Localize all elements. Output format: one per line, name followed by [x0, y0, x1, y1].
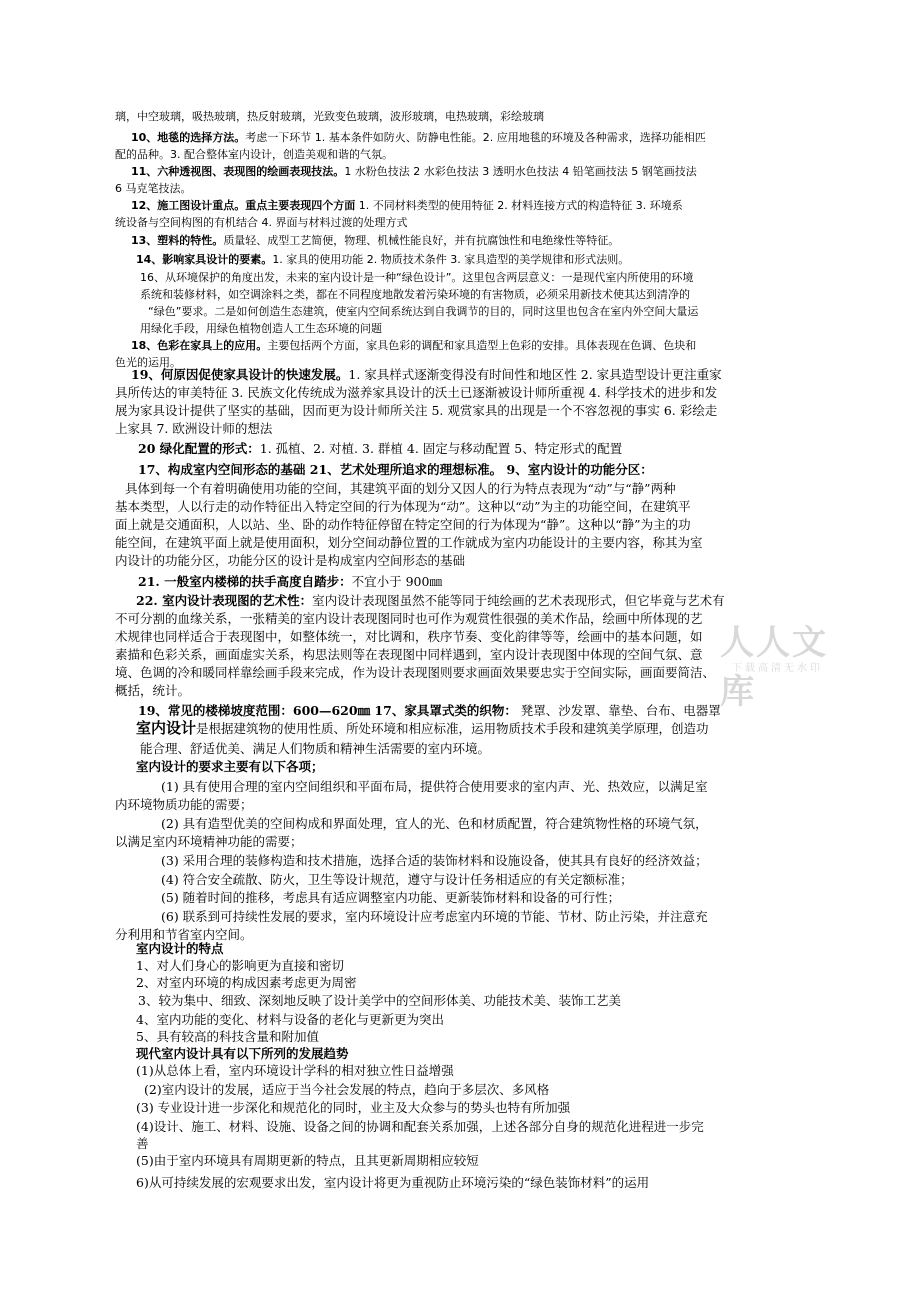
text-line [161, 908, 788, 925]
text-line [161, 871, 788, 888]
text-line [136, 592, 788, 609]
line-text: 面上就是交通面积，人以站、坐、卧的动作特征停留在特定空间的行为体现为“静”。这种以“静”为主的功 [115, 517, 691, 532]
line-text: 内设计的功能分区，功能分区的设计是构成室内空间形态的基础 [115, 553, 466, 568]
text-line [140, 286, 788, 303]
text-line [115, 214, 788, 231]
line-text: 上家具 7. 欧洲设计师的想法 [115, 421, 273, 436]
line-text: 6 马克笔技法。 [115, 182, 192, 195]
text-line [140, 320, 788, 337]
line-text: (1)从总体上看，室内环境设计学科的相对独立性日益增强 [136, 1063, 454, 1078]
line-heading: 14、影响家具设计的要素。 [136, 253, 273, 266]
text-line [115, 108, 788, 125]
line-text: 概括，统计。 [115, 683, 191, 698]
text-line [136, 758, 788, 775]
text-line [144, 1081, 788, 1098]
line-text: 凳罩、沙发罩、靠垫、台布、电器罩 [516, 703, 721, 718]
line-text: 1、对人们身心的影响更为直接和密切 [136, 958, 344, 973]
line-heading: 现代室内设计具有以下所列的发展趋势 [136, 1046, 349, 1061]
line-text: 主要包括两个方面，家具色彩的调配和家具造型上色彩的安排。具体表现在色调、色块和 [267, 339, 697, 352]
line-heading: 室内设计 [136, 719, 197, 737]
text-line [148, 303, 788, 320]
text-line [131, 337, 788, 354]
text-line [161, 889, 788, 906]
text-line [115, 516, 788, 533]
text-line [115, 628, 788, 645]
text-line [115, 796, 788, 813]
line-text: 色光的运用。 [115, 356, 181, 369]
line-text: 能空间，在建筑平面上就是使用面积，划分空间动静位置的工作就成为室内功能设计的主要内容，称其为室 [115, 535, 703, 550]
text-line [161, 815, 788, 832]
line-heading: 18、色彩在家具上的应用。 [131, 339, 268, 352]
line-text: 4、室内功能的变化、材料与设备的老化与更新更为突出 [136, 1012, 444, 1027]
line-text: 3、较为集中、细致、深刻地反映了设计美学中的空间形体美、功能技术美、装饰工艺美 [138, 993, 621, 1008]
text-line [131, 163, 788, 180]
line-text: 分利用和节省室内空间。 [115, 927, 253, 942]
text-line [115, 384, 788, 401]
text-line [125, 480, 788, 497]
line-text: 不可分割的血缘关系，一张精美的室内设计表现图同时也可作为观赏性很强的美术作品，绘画中所体现的艺 [115, 611, 703, 626]
line-text: 基本类型，人以行走的动作特征出入特定空间的行为体现为“动”。这种以“动”为主的功能空间，在建筑平 [115, 499, 691, 514]
text-line [136, 1135, 788, 1152]
line-text: 1. 孤植、2. 对植. 3. 群植 4. 固定与移动配置 5、特定形式的配置 [259, 441, 623, 456]
text-line [136, 1045, 788, 1062]
text-line [136, 1028, 788, 1045]
text-line [131, 232, 788, 249]
text-line [136, 974, 788, 991]
text-line [136, 1152, 788, 1169]
line-text: 璃，中空玻璃，吸热玻璃，热反射玻璃，光致变色玻璃，波形玻璃，电热玻璃，彩绘玻璃 [115, 110, 544, 123]
line-heading: 室内设计的特点 [136, 941, 224, 956]
text-line [115, 420, 788, 437]
text-line [115, 146, 788, 163]
line-heading: 10、地毯的选择方法。 [131, 131, 246, 144]
text-line [161, 852, 788, 869]
text-line [131, 129, 788, 146]
text-line [140, 740, 788, 757]
text-line [136, 251, 788, 268]
line-heading: 12、施工图设计重点。重点主要表现四个方面 [131, 199, 356, 212]
line-heading: 20 绿化配置的形式： [138, 441, 260, 456]
line-text: (3) 专业设计进一步深化和规范化的同时，业主及大众参与的势头也特有所加强 [136, 1100, 571, 1115]
line-heading: 19、何原因促使家具设计的快速发展。 [131, 367, 349, 382]
line-text: 6)从可持续发展的宏观要求出发，室内设计将更为重视防止环境污染的“绿色装饰材料”的运用 [136, 1175, 650, 1190]
line-text: 配的品种。3. 配合整体室内设计，创造美观和谐的气氛。 [115, 148, 393, 161]
text-line [115, 646, 788, 663]
text-line [131, 366, 788, 383]
line-text: (2) 具有造型优美的空间构成和界面处理，宜人的光、色和材质配置，符合建筑物性格的环境气氛， [161, 816, 708, 831]
line-text: (5)由于室内环境具有周期更新的特点，且其更新周期相应较短 [136, 1153, 479, 1168]
text-line [115, 534, 788, 551]
line-text: (6) 联系到可持续性发展的要求，室内环境设计应考虑室内环境的节能、节材、防止污染，并注意充 [161, 909, 708, 924]
line-heading: 13、塑料的特性。 [131, 234, 224, 247]
line-heading: 19、常见的楼梯坡度范围：600—620㎜ 17、家具罩式类的织物： [138, 703, 517, 718]
line-text: 室内设计表现图虽然不能等同于纯绘画的艺术表现形式，但它毕竟与艺术有 [312, 593, 725, 608]
line-text: 素描和色彩关系，画面虚实关系，构思法则等在表现图中同样遇到，室内设计表现图中体现的空间气氛、意 [115, 647, 703, 662]
line-text: 术规律也同样适合于表现图中，如整体统一，对比调和，秩序节奏、变化韵律等等，绘画中的基本问题，如 [115, 629, 703, 644]
line-heading: 17、构成室内空间形态的基础 21、艺术处理所追求的理想标准。 9、室内设计的功能分区： [138, 462, 653, 477]
text-line [115, 180, 788, 197]
text-line [138, 461, 788, 478]
text-line [138, 992, 788, 1009]
line-text: 能合理、舒适优美、满足人们物质和精神生活需要的室内环境。 [140, 741, 491, 756]
line-text: 善 [136, 1136, 149, 1151]
line-heading: 11、六种透视图、表现图的绘画表现技法。 [131, 165, 345, 178]
line-text: 2、对室内环境的构成因素考虑更为周密 [136, 975, 357, 990]
line-heading: 22. 室内设计表现图的艺术性： [136, 593, 313, 608]
text-line [115, 610, 788, 627]
text-line [136, 1118, 788, 1135]
line-text: 统设备与空间构图的有机结合 4. 界面与材料过渡的处理方式 [115, 216, 408, 229]
text-line [115, 402, 788, 419]
watermark-sub-text: 下载高清无水印 [732, 663, 823, 674]
line-text: (5) 随着时间的推移，考虑具有适应调整室内功能、更新装饰材料和设备的可行性； [161, 890, 621, 905]
line-text: 展为家具设计提供了坚实的基础，因而更为设计师所关注 5. 观赏家具的出现是一个不容忽视的事实 6. 彩绘走 [115, 403, 718, 418]
line-text: 是根据建筑物的使用性质、所处环境和相应标准，运用物质技术手段和建筑美学原理，创造功 [196, 721, 709, 736]
line-text: (4)设计、施工、材料、设施、设备之间的协调和配套关系加强，上述各部分自身的规范化进程进一步完 [136, 1119, 704, 1134]
line-text: 内环境物质功能的需要； [115, 797, 253, 812]
line-text: “绿色”要求。二是如何创造生态建筑，使室内空间系统达到自我调节的目的，同时这里也包含在室内外空间大量运 [148, 305, 699, 318]
line-text: 5、具有较高的科技含量和附加值 [136, 1029, 319, 1044]
line-text: 16、从环境保护的角度出发，未来的室内设计是一种“绿色设计”。这里包含两层意义：一是现代室内所使用的环境 [140, 271, 694, 284]
text-line [138, 702, 788, 719]
text-line [136, 1174, 788, 1191]
line-text: 具所传达的审美特征 3. 民族文化传统成为滋养家具设计的沃土已逐渐被设计师所重视 4. 科学技术的进步和发 [115, 385, 718, 400]
text-line [115, 682, 788, 699]
line-text: (1) 具有使用合理的室内空间组织和平面布局，提供符合使用要求的室内声、光、热效应，以满足室 [161, 779, 708, 794]
text-line [115, 664, 788, 681]
text-line [136, 1011, 788, 1028]
text-line [115, 552, 788, 569]
text-line [131, 197, 788, 214]
line-heading: 21. 一般室内楼梯的扶手高度自踏步： [138, 574, 352, 589]
line-text: 考虑一下环节 1. 基本条件如防火、防静电性能。2. 应用地毯的环境及各种需求，选择功能相匹 [245, 131, 706, 144]
line-text: 质量轻、成型工艺简便，物理、机械性能良好，并有抗腐蚀性和电绝缘性等特征。 [223, 234, 620, 247]
line-text: 境、色调的冷和暖同样靠绘画手段来完成，作为设计表现图则要求画面效果要忠实于空间实际，画面要简洁、 [115, 665, 716, 680]
line-heading: 室内设计的要求主要有以下各项； [136, 759, 324, 774]
line-text: 1 水粉色技法 2 水彩色技法 3 透明水色技法 4 铅笔画技法 5 钢笔画技法 [344, 165, 697, 178]
text-line [115, 833, 788, 850]
line-text: (2)室内设计的发展，适应于当今社会发展的特点，趋向于多层次、多风格 [144, 1082, 550, 1097]
line-text: 1. 家具样式逐渐变得没有时间性和地区性 2. 家具造型设计更注重家 [348, 367, 722, 382]
text-line [136, 940, 788, 957]
line-text: 1. 家具的使用功能 2. 物质技术条件 3. 家具造型的美学规律和形式法则。 [272, 253, 630, 266]
text-line [115, 498, 788, 515]
line-text: 以满足室内环境精神功能的需要； [115, 834, 303, 849]
line-text: (3) 采用合理的装修构造和技术措施，选择合适的装饰材料和设施设备，使其具有良好的经济效益； [161, 853, 708, 868]
text-line [136, 1062, 788, 1079]
text-line [136, 957, 788, 974]
text-line [136, 720, 788, 737]
watermark-main-text: 人人文库 [720, 623, 828, 712]
line-text: 1. 不同材料类型的使用特征 2. 材料连接方式的构造特征 3. 环境系 [355, 199, 683, 212]
line-text: 具体到每一个有着明确使用功能的空间，其建筑平面的划分又因人的行为特点表现为“动”与“静”两种 [125, 481, 676, 496]
line-text: 不宜小于 900㎜ [351, 574, 442, 589]
text-line [138, 440, 788, 457]
text-line [136, 1099, 788, 1116]
line-text: 系统和装修材料，如空调涂料之类，都在不同程度地散发着污染环境的有害物质，必须采用新技术使其达到清净的 [140, 288, 690, 301]
text-line [161, 778, 788, 795]
line-text: (4) 符合安全疏散、防火，卫生等设计规范，遵守与设计任务相适应的有关定额标准； [161, 872, 633, 887]
text-line [138, 573, 788, 590]
text-line [140, 269, 788, 286]
line-text: 用绿化手段，用绿色植物创造人工生态环境的问题 [140, 322, 382, 335]
